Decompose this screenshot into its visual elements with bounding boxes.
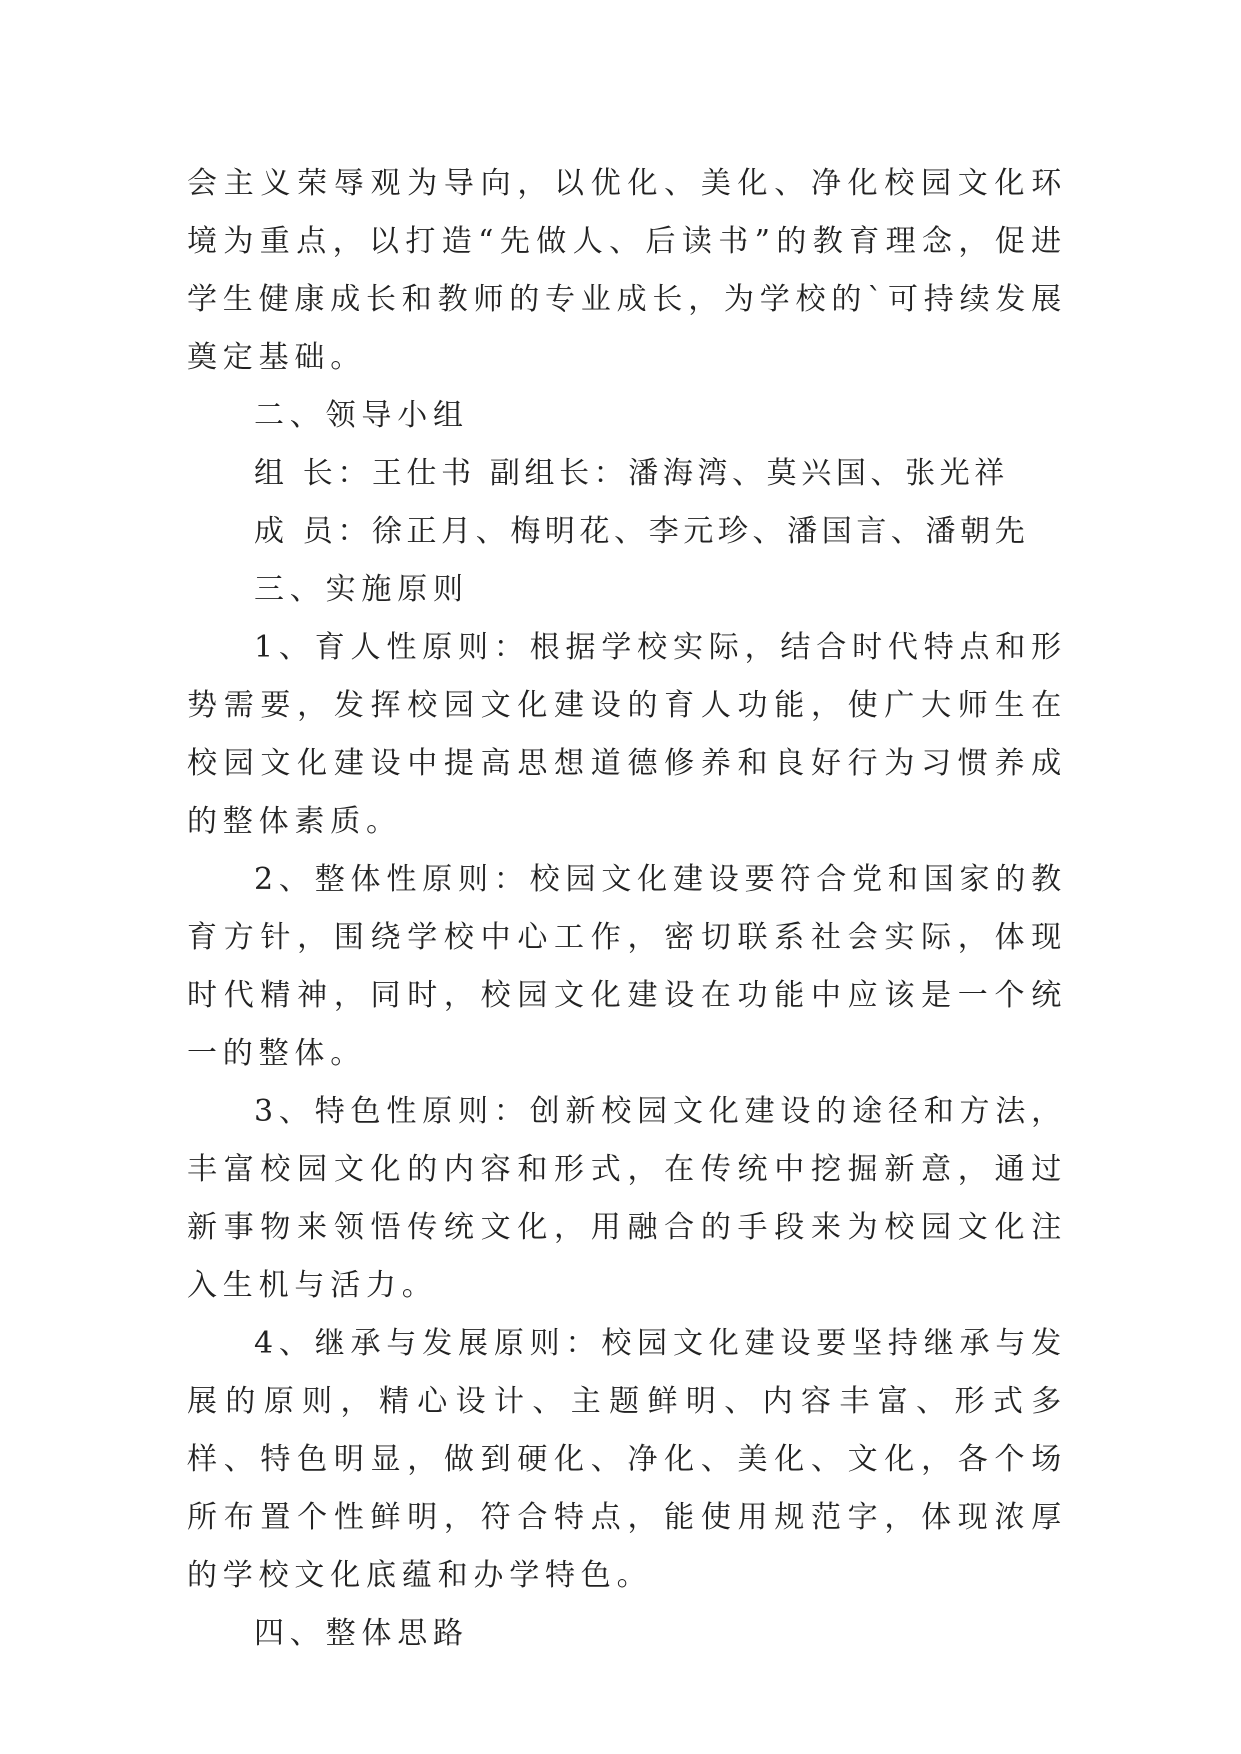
members-line: 成 员：徐正月、梅明花、李元珍、潘国言、潘朝先 (254, 514, 1030, 549)
paragraph-intro-continuation: 会主义荣辱观为导向，以优化、美化、净化校园文化环境为重点，以打造“先做人、后读书”的教育理念，促进学生健康成长和教师的专业成长，为学校的`可持续发展奠定基础。 (187, 166, 1067, 375)
section-heading-approach: 四、整体思路 (254, 1616, 469, 1651)
paragraph-principle-3: 3、特色性原则：创新校园文化建设的途径和方法，丰富校园文化的内容和形式，在传统中挖掘新意，通过新事物来领悟传统文化，用融合的手段来为校园文化注入生机与活力。 (187, 1094, 1067, 1303)
paragraph-principle-4: 4、继承与发展原则：校园文化建设要坚持继承与发展的原则，精心设计、主题鲜明、内容丰富、形式多样、特色明显，做到硬化、净化、美化、文化，各个场所布置个性鲜明，符合特点，能使用规范字，体现浓厚的学校文化底蕴和办学特色。 (187, 1326, 1067, 1593)
paragraph-principle-1: 1、育人性原则：根据学校实际，结合时代特点和形势需要，发挥校园文化建设的育人功能，使广大师生在校园文化建设中提高思想道德修养和良好行为习惯养成的整体素质。 (187, 630, 1067, 839)
paragraph-principle-2: 2、整体性原则：校园文化建设要符合党和国家的教育方针，围绕学校中心工作，密切联系社会实际，体现时代精神，同时，校园文化建设在功能中应该是一个统一的整体。 (187, 862, 1067, 1071)
section-heading-principles: 三、实施原则 (254, 572, 469, 607)
document-page (187, 155, 1067, 1663)
section-heading-leadership: 二、领导小组 (254, 398, 469, 433)
leader-line: 组 长：王仕书 副组长：潘海湾、莫兴国、张光祥 (254, 456, 1009, 491)
